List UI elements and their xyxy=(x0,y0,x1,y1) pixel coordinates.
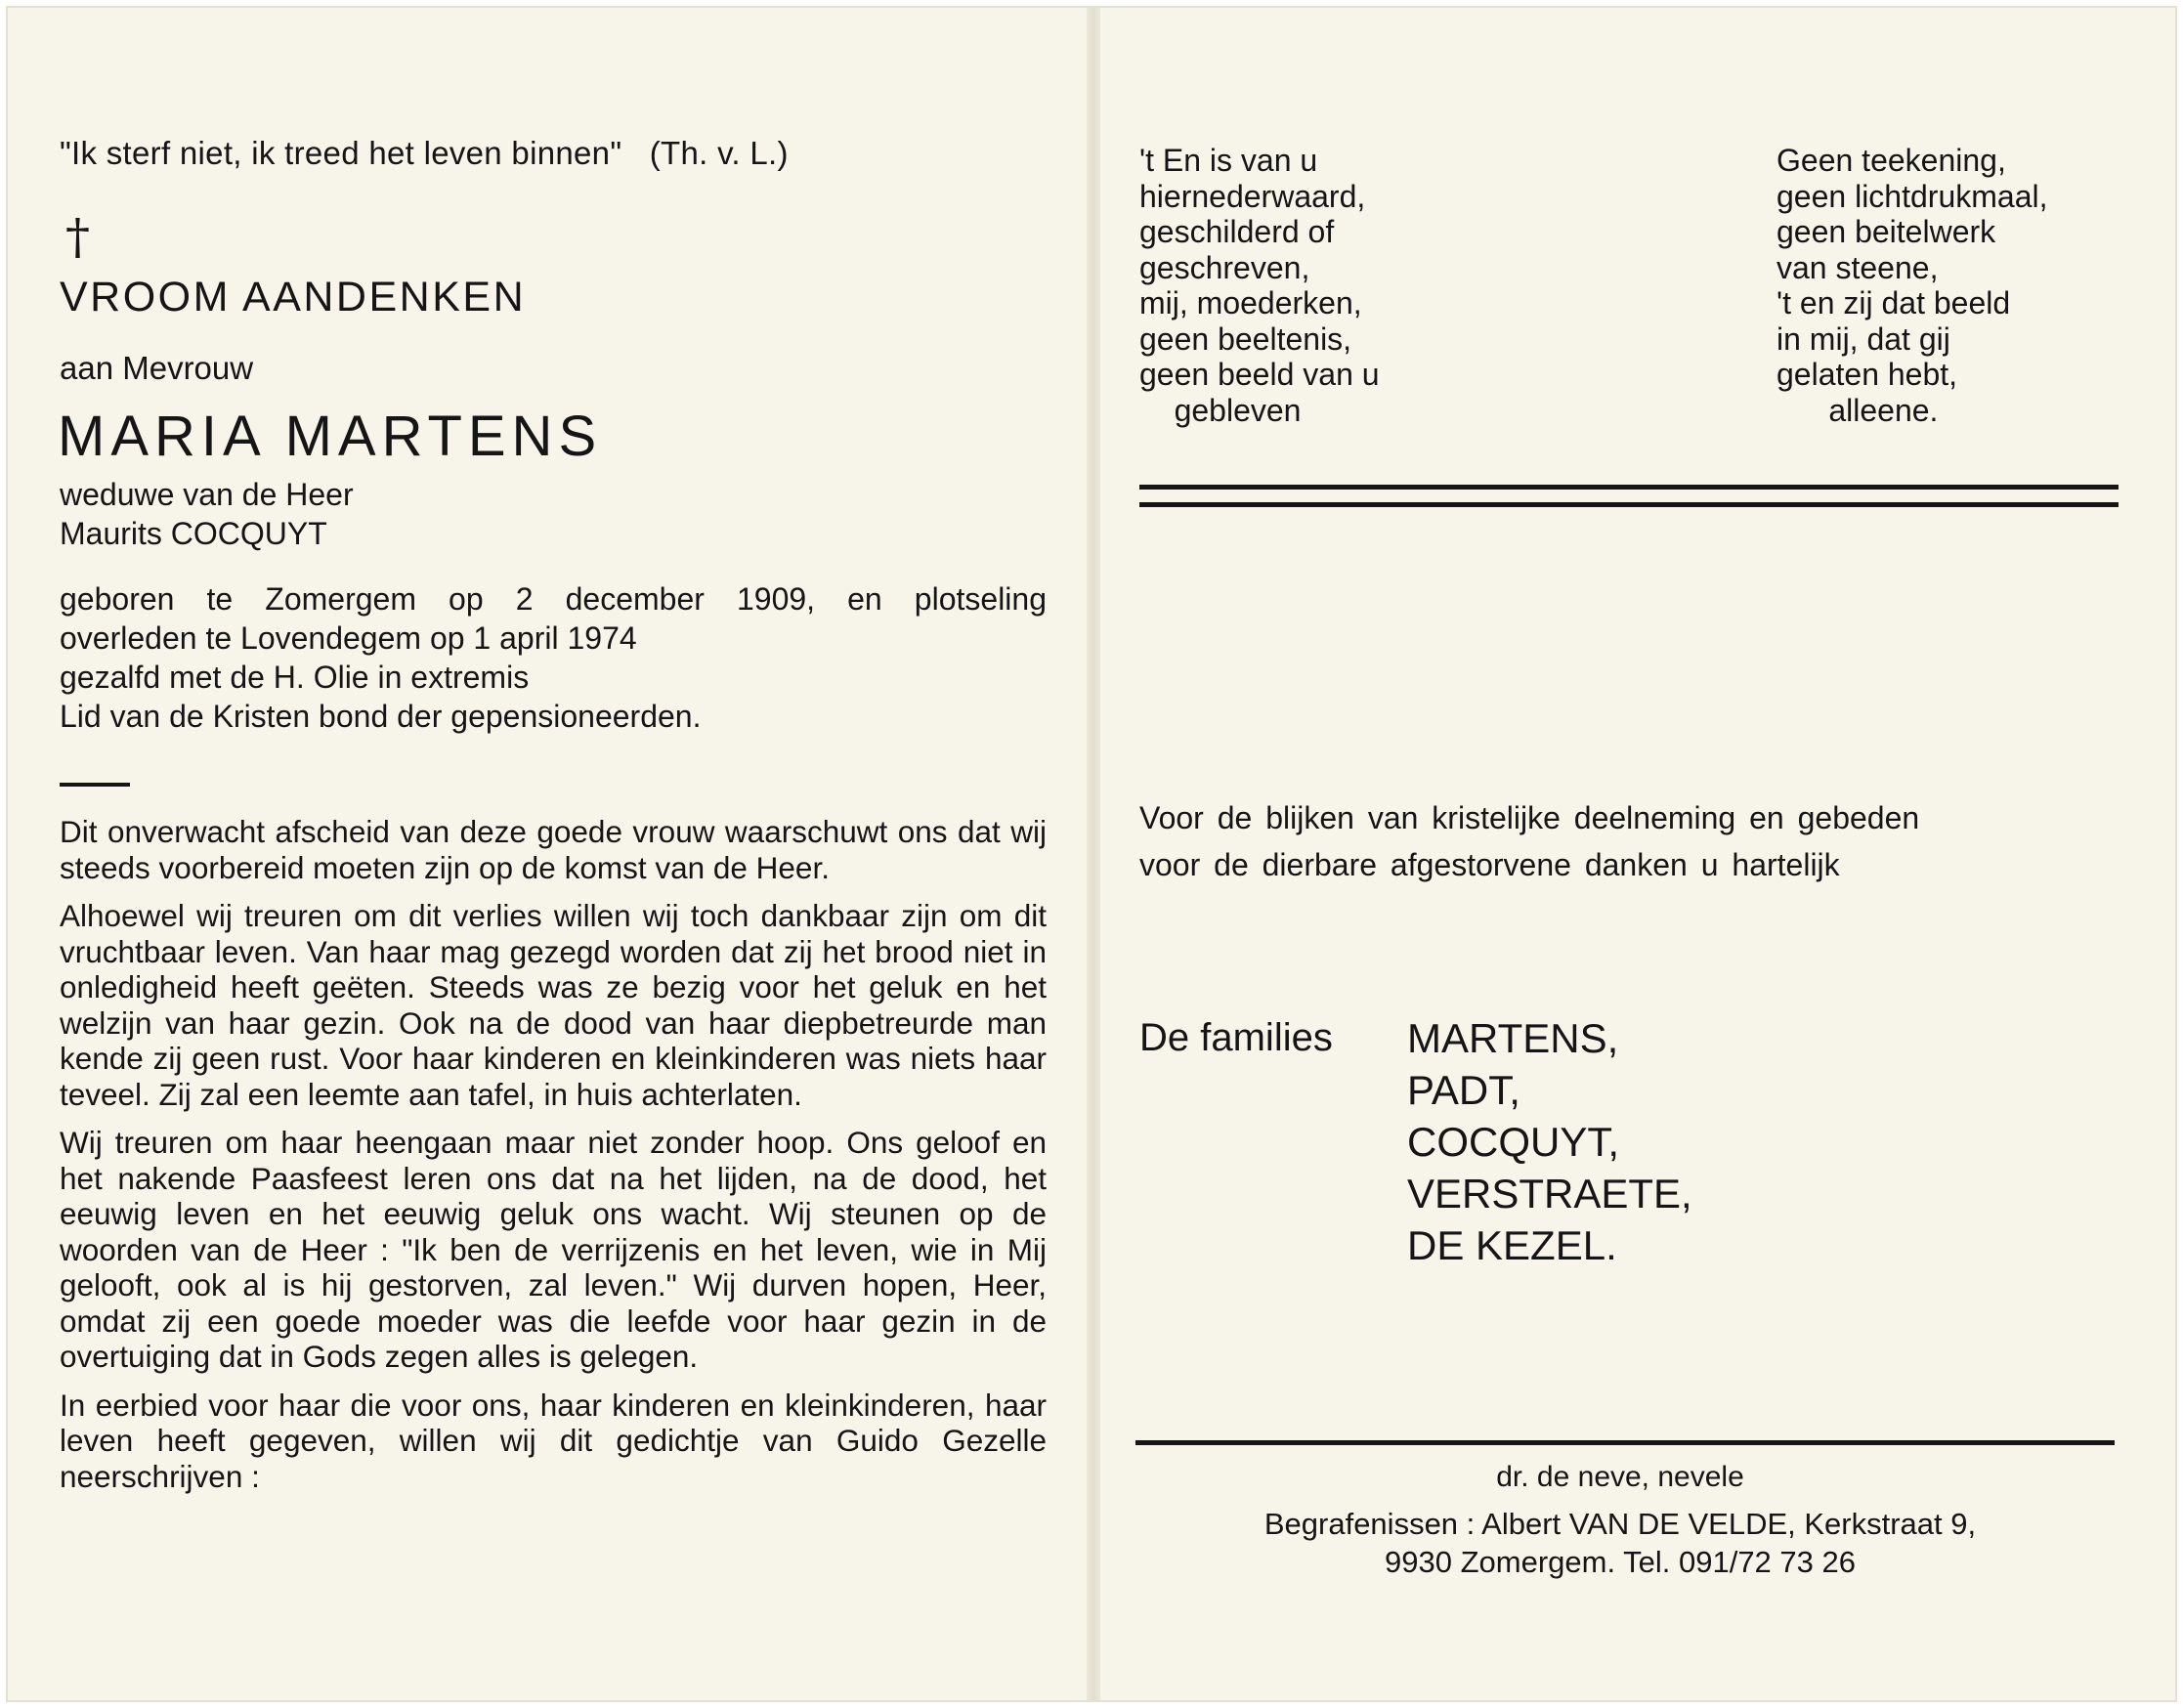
poem-line: geen beeld van u xyxy=(1139,357,1380,392)
thanks-text xyxy=(1139,794,2077,888)
paragraph: Alhoewel wij treuren om dit verlies willen wij toch dankbaar zijn om dit vruchtbaar leven. Van haar mag gezegd worden dat zij het brood niet in onledigheid heeft geëten. Steeds was ze bezig voor het geluk en het welzijn van haar gezin. Ook na de dood van haar diepbetreurde man kende zij geen rust. Voor haar kinderen en kleinkinderen was niets haar teveel. Zij zal een leemte aan tafel, in huis achterlaten. xyxy=(60,898,1047,1112)
funeral-line: 9930 Zomergem. Tel. 091/72 73 26 xyxy=(1385,1545,1856,1579)
card-fold xyxy=(1087,8,1100,1700)
birth-line: geboren te Zomergem op 2 december 1909, en plotseling xyxy=(60,581,1047,617)
poem-line: geschreven, xyxy=(1139,249,1310,285)
deceased-name: MARIA MARTENS xyxy=(58,405,603,468)
poem-line: hiernederwaard, xyxy=(1139,178,1366,214)
membership-line: Lid van de Kristen bond der gepensioneerden. xyxy=(60,699,702,734)
poem-line: 't en zij dat beeld xyxy=(1776,285,2011,320)
printer-credit: dr. de neve, nevele xyxy=(1496,1461,1744,1493)
families-list xyxy=(1407,1012,1692,1271)
widow-line: weduwe van de Heer xyxy=(60,477,354,512)
salutation: aan Mevrouw xyxy=(60,350,254,386)
epigraph-quote: "Ik sterf niet, ik treed het leven binnen" (Th. v. L.) xyxy=(60,135,789,171)
life-details xyxy=(60,579,1047,736)
thanks-line: voor de dierbare afgestorvene danken u hartelijk xyxy=(1139,847,1840,882)
heading: VROOM AANDENKEN xyxy=(60,274,527,320)
paragraph: Dit onverwacht afscheid van deze goede vrouw waarschuwt ons dat wij steeds voorbereid moeten zijn op de komst van de Heer. xyxy=(60,814,1047,885)
funeral-line: Begrafenissen : Albert VAN DE VELDE, Kerkstraat 9, xyxy=(1263,1507,1977,1541)
poem-line: 't En is van u xyxy=(1139,143,1318,178)
left-panel xyxy=(50,8,1047,1700)
poem-line: in mij, dat gij xyxy=(1776,320,1950,357)
poem-line: geen beeltenis, xyxy=(1139,320,1352,357)
footer-rule xyxy=(1135,1440,2115,1445)
poem-line: geen beitelwerk xyxy=(1776,214,1996,249)
poem-line: geen lichtdrukmaal, xyxy=(1776,178,2048,214)
family-name: PADT, xyxy=(1407,1067,1520,1113)
poem-stanza-left xyxy=(1139,143,1380,428)
poem-line: geschilderd of xyxy=(1139,214,1335,249)
cross-icon: † xyxy=(65,208,90,265)
poem-line: van steene, xyxy=(1776,249,1939,285)
double-rule-top xyxy=(1139,485,2119,490)
death-line: overleden te Lovendegem op 1 april 1974 xyxy=(60,620,637,656)
memorial-card xyxy=(8,8,2175,1700)
poem-line: gebleven xyxy=(1139,392,1302,428)
poem-line: Geen teekening, xyxy=(1776,143,2006,178)
short-divider xyxy=(60,783,130,787)
paragraph: In eerbied voor haar die voor ons, haar kinderen en kleinkinderen, haar leven heeft gegeven, willen wij dit gedichtje van Guido Gezelle neerschrijven : xyxy=(60,1387,1047,1494)
families-label: De families xyxy=(1139,1016,1333,1059)
tribute-text xyxy=(60,814,1047,1507)
poem-stanza-right xyxy=(1776,143,2047,428)
widow-info xyxy=(60,475,354,553)
funeral-director xyxy=(1132,1505,2109,1581)
poem-line: mij, moederken, xyxy=(1139,285,1362,320)
sacrament-line: gezalfd met de H. Olie in extremis xyxy=(60,660,530,695)
poem-line: gelaten hebt, xyxy=(1776,357,1958,392)
paragraph: Wij treuren om haar heengaan maar niet zonder hoop. Ons geloof en het nakende Paasfeest leren ons dat na het lijden, na de dood, het eeuwig leven en het eeuwig geluk ons wacht. Wij steunen op de woorden van de Heer : "Ik ben de verrijzenis en het leven, wie in Mij gelooft, ook al is hij gestorven, zal leven." Wij durven hopen, Heer, omdat zij een goede moeder was die leefde voor haar gezin in de overtuiging dat in Gods zegen alles is gelegen. xyxy=(60,1125,1047,1374)
family-name: DE KEZEL. xyxy=(1407,1222,1617,1268)
poem-line: alleene. xyxy=(1776,392,1939,428)
right-panel xyxy=(1132,8,2128,1700)
double-rule-bottom xyxy=(1139,502,2119,507)
family-name: MARTENS, xyxy=(1407,1015,1619,1061)
husband-name: Maurits COCQUYT xyxy=(60,516,327,551)
thanks-line: Voor de blijken van kristelijke deelneming en gebeden xyxy=(1139,800,1920,835)
family-name: VERSTRAETE, xyxy=(1407,1171,1692,1217)
family-name: COCQUYT, xyxy=(1407,1119,1620,1165)
